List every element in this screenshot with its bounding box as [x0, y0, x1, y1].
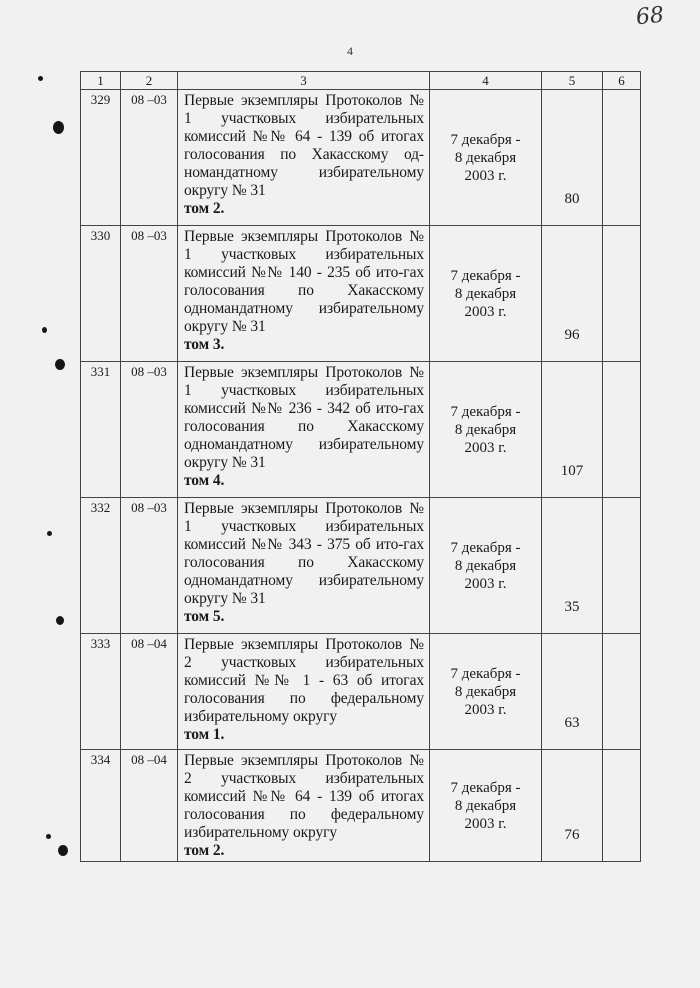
description-text: Первые экземпляры Протоколов № 2 участковых избирательных комиссий №№ 1 - 63 об итогах голосования по федеральному избирательному округу [184, 636, 424, 725]
volume-label: том 1. [184, 726, 225, 743]
date-line: 7 декабря - [450, 539, 521, 556]
item-number: 331 [81, 362, 121, 498]
item-number: 332 [81, 498, 121, 634]
volume-label: том 2. [184, 842, 225, 859]
table-row [81, 498, 641, 634]
description-text: Первые экземпляры Протоколов № 1 участковых избирательных комиссий №№ 140 - 235 об ито-гах голосования по Хакасскому одномандатному избирательному округу № 31 [184, 228, 424, 335]
item-number: 333 [81, 634, 121, 750]
column-header: 4 [430, 72, 542, 90]
volume-label: том 2. [184, 200, 225, 217]
table-row [81, 750, 641, 862]
punch-hole-mark [58, 845, 68, 856]
index-code: 08 –04 [121, 634, 178, 750]
item-description [178, 226, 430, 362]
item-description [178, 498, 430, 634]
date-line: 2003 г. [464, 815, 507, 832]
date-range [430, 750, 542, 862]
description-text: Первые экземпляры Протоколов № 1 участковых избирательных комиссий №№ 343 - 375 об ито-гах голосования по Хакасскому одномандатному избирательному округу № 31 [184, 500, 424, 607]
punch-hole-mark [55, 359, 65, 370]
description-text: Первые экземпляры Протоколов № 2 участковых избирательных комиссий №№ 64 - 139 об итогах голосования по федеральному избирательному округу [184, 752, 424, 841]
column-header: 6 [603, 72, 641, 90]
date-line: 2003 г. [464, 303, 507, 320]
date-line: 2003 г. [464, 167, 507, 184]
description-text: Первые экземпляры Протоколов № 1 участковых избирательных комиссий №№ 236 - 342 об ито-гах голосования по Хакасскому одномандатному избирательному округу № 31 [184, 364, 424, 471]
date-line: 8 декабря [454, 149, 517, 166]
sheet-count: 35 [542, 498, 603, 634]
punch-hole-mark [53, 121, 64, 134]
inventory-table [80, 71, 641, 862]
table-row [81, 226, 641, 362]
column-header: 3 [178, 72, 430, 90]
index-code: 08 –04 [121, 750, 178, 862]
date-line: 2003 г. [464, 701, 507, 718]
date-line: 7 декабря - [450, 779, 521, 796]
header-row [81, 72, 641, 90]
volume-label: том 4. [184, 472, 225, 489]
index-code: 08 –03 [121, 498, 178, 634]
date-line: 7 декабря - [450, 665, 521, 682]
punch-hole-mark [46, 834, 51, 839]
date-line: 8 декабря [454, 421, 517, 438]
description-text: Первые экземпляры Протоколов № 1 участковых избирательных комиссий №№ 64 - 139 об итогах голосования по Хакасскому од-номандатному избирательному округу № 31 [184, 92, 424, 199]
sheet-count: 80 [542, 90, 603, 226]
item-number: 329 [81, 90, 121, 226]
punch-hole-mark [47, 531, 52, 536]
item-number: 334 [81, 750, 121, 862]
column-header: 5 [542, 72, 603, 90]
volume-label: том 3. [184, 336, 225, 353]
table-row [81, 362, 641, 498]
date-line: 8 декабря [454, 557, 517, 574]
column-header: 1 [81, 72, 121, 90]
volume-label: том 5. [184, 608, 225, 625]
date-line: 7 декабря - [450, 131, 521, 148]
page-number: 4 [347, 44, 353, 58]
punch-hole-mark [38, 76, 43, 81]
date-line: 8 декабря [454, 797, 517, 814]
sheet-count: 63 [542, 634, 603, 750]
index-code: 08 –03 [121, 226, 178, 362]
item-number: 330 [81, 226, 121, 362]
note-cell [603, 750, 641, 862]
date-range [430, 498, 542, 634]
date-range [430, 90, 542, 226]
note-cell [603, 226, 641, 362]
note-cell [603, 634, 641, 750]
note-cell [603, 90, 641, 226]
item-description [178, 90, 430, 226]
item-description [178, 362, 430, 498]
date-line: 8 декабря [454, 285, 517, 302]
date-line: 2003 г. [464, 439, 507, 456]
note-cell [603, 362, 641, 498]
index-code: 08 –03 [121, 362, 178, 498]
date-range [430, 226, 542, 362]
date-range [430, 634, 542, 750]
sheet-count: 76 [542, 750, 603, 862]
sheet-count: 96 [542, 226, 603, 362]
handwritten-sheet-number: 68 [634, 2, 666, 31]
punch-hole-mark [42, 327, 47, 333]
date-line: 2003 г. [464, 575, 507, 592]
column-header: 2 [121, 72, 178, 90]
index-code: 08 –03 [121, 90, 178, 226]
item-description [178, 750, 430, 862]
item-description [178, 634, 430, 750]
date-range [430, 362, 542, 498]
date-line: 7 декабря - [450, 267, 521, 284]
date-line: 7 декабря - [450, 403, 521, 420]
note-cell [603, 498, 641, 634]
table-row [81, 634, 641, 750]
table-row [81, 90, 641, 226]
punch-hole-mark [56, 616, 64, 625]
sheet-count: 107 [542, 362, 603, 498]
date-line: 8 декабря [454, 683, 517, 700]
